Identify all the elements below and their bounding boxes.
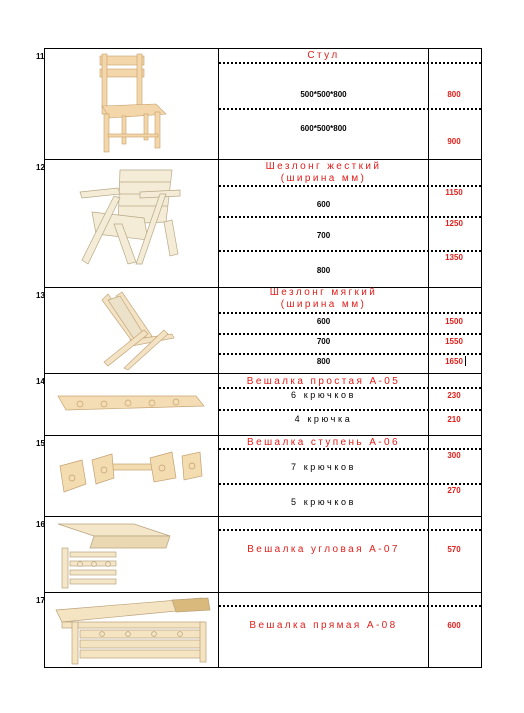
row-border xyxy=(44,435,482,436)
hanger-simple-image xyxy=(56,388,206,420)
lounger-hard-image xyxy=(74,164,184,274)
row-number: 11 xyxy=(36,52,45,61)
hanger-step-image xyxy=(56,448,206,508)
row-number: 12 xyxy=(36,163,45,172)
row-border xyxy=(44,159,482,160)
dotted-divider xyxy=(219,62,481,64)
product-subtitle: (ширина мм) xyxy=(280,299,367,310)
row-border xyxy=(44,667,482,668)
product-price: 1150 xyxy=(445,188,463,197)
product-size: 800 xyxy=(316,266,331,275)
product-price: 1550 xyxy=(445,337,463,346)
product-price: 300 xyxy=(447,451,461,460)
product-title: Вешалка прямая А-08 xyxy=(249,620,398,631)
product-size: 600 xyxy=(316,317,331,326)
dotted-divider xyxy=(219,185,481,187)
product-size: 7 крючков xyxy=(291,462,356,472)
product-price: 1500 xyxy=(445,317,463,326)
table-border-left xyxy=(44,48,45,668)
product-price: 800 xyxy=(447,90,461,99)
dotted-divider xyxy=(219,353,481,355)
product-price: 600 xyxy=(447,621,461,630)
product-price: 270 xyxy=(447,486,461,495)
dotted-divider xyxy=(219,529,481,531)
product-size: 600*500*800 xyxy=(300,124,347,133)
hanger-straight-image xyxy=(52,596,212,666)
product-size: 800 xyxy=(316,357,331,366)
hanger-corner-image xyxy=(54,520,174,590)
chair-image xyxy=(92,52,172,156)
dotted-divider xyxy=(219,409,481,411)
table-border-right xyxy=(481,48,482,668)
row-number: 17 xyxy=(36,596,45,605)
product-size: 4 крючка xyxy=(294,414,353,424)
product-size: 700 xyxy=(316,231,331,240)
dotted-divider xyxy=(219,216,481,218)
row-number: 15 xyxy=(36,439,45,448)
product-price: 570 xyxy=(447,545,461,554)
text-cursor xyxy=(465,356,466,366)
product-size: 700 xyxy=(316,337,331,346)
product-size: 5 крючков xyxy=(291,497,356,507)
product-title: Шезлонг мягкий xyxy=(269,287,378,298)
dotted-divider xyxy=(219,605,481,607)
dotted-divider xyxy=(219,483,481,485)
row-number: 14 xyxy=(36,377,45,386)
product-price: 900 xyxy=(447,137,461,146)
product-title: Стул xyxy=(307,50,340,61)
product-size: 600 xyxy=(316,200,331,209)
product-price: 1350 xyxy=(445,253,463,262)
dotted-divider xyxy=(219,312,481,314)
product-price: 1650 xyxy=(445,357,463,366)
dotted-divider xyxy=(219,333,481,335)
product-title: Вешалка простая А-05 xyxy=(246,376,401,387)
product-title: Шезлонг жесткий xyxy=(265,161,382,172)
product-title: Вешалка ступень А-06 xyxy=(247,437,400,448)
lounger-soft-image xyxy=(94,290,178,370)
dotted-divider xyxy=(219,250,481,252)
row-border xyxy=(44,48,482,49)
product-price: 210 xyxy=(447,415,461,424)
product-title: Вешалка угловая А-07 xyxy=(247,544,400,555)
dotted-divider xyxy=(219,108,481,110)
row-border xyxy=(44,592,482,593)
row-number: 16 xyxy=(36,520,45,529)
row-number: 13 xyxy=(36,291,45,300)
product-size: 6 крючков xyxy=(291,390,356,400)
product-price: 230 xyxy=(447,391,461,400)
product-price: 1250 xyxy=(445,219,463,228)
row-border xyxy=(44,516,482,517)
row-border xyxy=(44,373,482,374)
product-size: 500*500*800 xyxy=(300,90,347,99)
product-subtitle: (ширина мм) xyxy=(280,173,367,184)
